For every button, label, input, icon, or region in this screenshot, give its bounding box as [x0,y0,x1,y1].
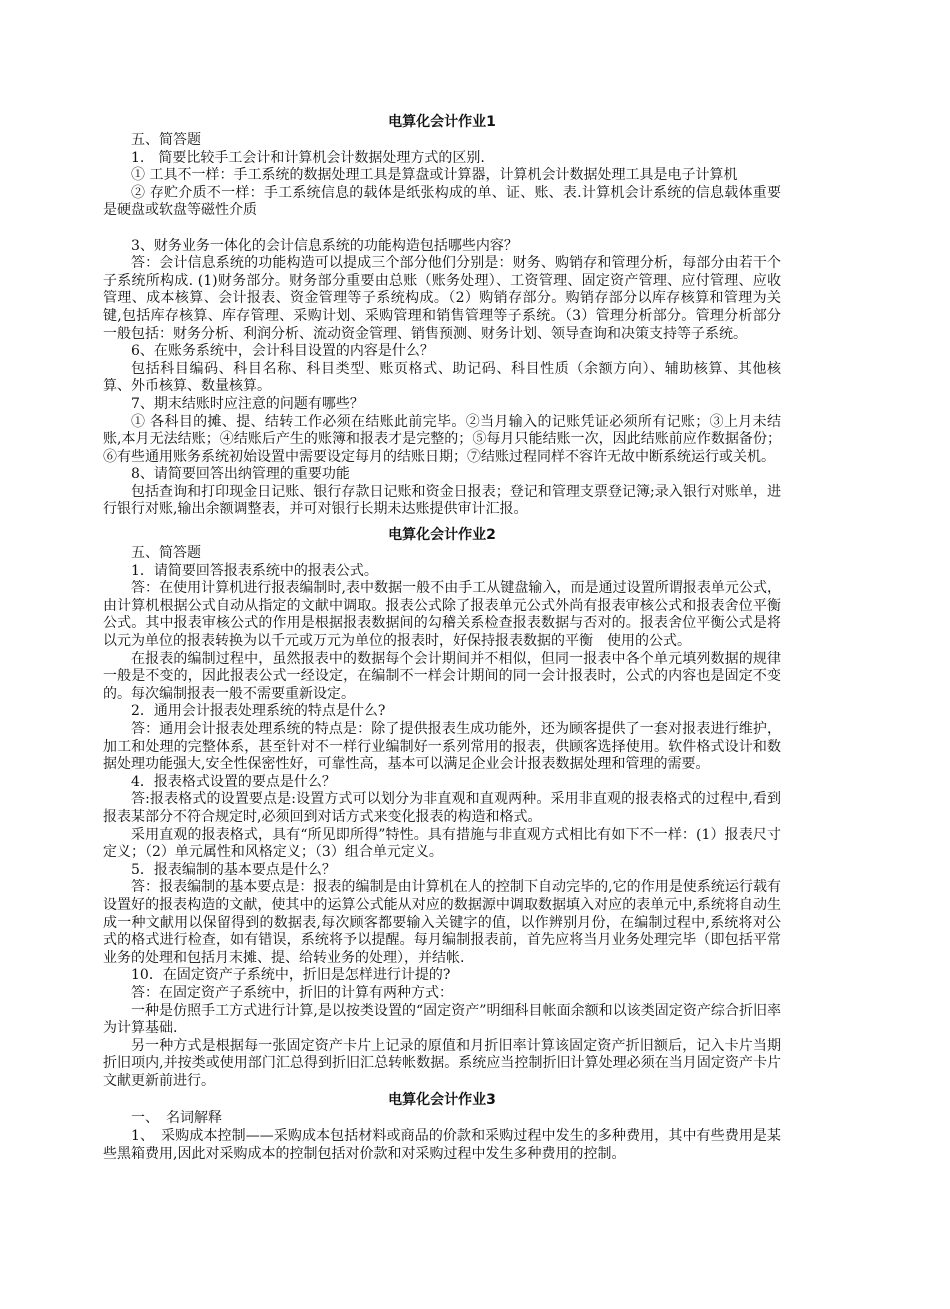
section-heading: 一、 名词解释 [131,1110,222,1127]
answer-paragraph: 采用直观的报表格式，具有“所见即所得”特性。具有措施与非直观方式相比有如下不一样：(1）报表尺寸定义；（2）单元属性和风格定义；（3）组合单元定义。 [103,826,781,861]
question: 5．报表编制的基本要点是什么？ [131,861,336,878]
section-assignment-3 [103,1090,781,1163]
answer-paragraph: 答：在固定资产子系统中，折旧的计算有两种方式： [131,984,453,1001]
question: 1．请简要回答报表系统中的报表公式。 [131,562,378,579]
answer-paragraph: 答:报表格式的设置要点是:设置方式可以划分为非直观和直观两种。采用非直观的报表格式的过程中,看到报表某部分不符合规定时,必须回到对话方式来变化报表的构造和格式。 [103,791,781,825]
section-heading: 五、简答题 [131,545,201,562]
answer-paragraph: 在报表的编制过程中，虽然报表中的数据每个会计期间并不相似，但同一报表中各个单元填列数据的规律一般是不变的，因此报表公式一经设定，在编制不一样会计期间的同一会计报表时，公式的内容也是固定不变的。每次编制报表一般不需要重新设定。 [103,650,781,702]
answer-paragraph: 一种是仿照手工方式进行计算,是以按类设置的“固定资产”明细科目帐面余额和以该类固定资产综合折旧率为计算基础. [103,1002,781,1037]
section-title: 电算化会计作业1 [388,114,496,130]
answer-paragraph: ① 各科目的摊、提、结转工作必须在结账此前完毕。②当月输入的记账凭证必须所有记账；③上月未结账,本月无法结账；④结账后产生的账簿和报表才是完整的；⑤每月只能结账一次，因此结账前应作数据备份；⑥有些通用账务系统初始设置中需要设定每月的结账日期；⑦结账过程同样不容许无故中断系统运行或关机。 [103,413,781,465]
answer-paragraph: 答：会计信息系统的功能构造可以提成三个部分他们分别是：财务、购销存和管理分析，每部分由若干个子系统所构成. (1)财务部分。财务部分重要由总账（账务处理）、工资管理、固定资产管理、应付管理、应收管理、成本核算、会计报表、资金管理等子系统构成。（2）购销存部分。购销存部分以库存核算和管理为关键,包括库存核算、库存管理、采购计划、采购管理和销售管理等子系统。（3）管理分析部分。管理分析部分一般包括：财务分析、利润分析、流动资金管理、销售预测、财务计划、领导查询和决策支持等子系统。 [103,255,781,342]
question: 7、期末结账时应注意的问题有哪些？ [131,395,364,412]
answer-paragraph: ② 存贮介质不一样：手工系统信息的载体是纸张构成的单、证、账、表.计算机会计系统的信息载体重要是硬盘或软盘等磁性介质 [103,184,781,219]
answer-paragraph: 包括查询和打印现金日记账、银行存款日记账和资金日报表；登记和管理支票登记簿;录入银行对账单，进行银行对账,输出余额调整表，并可对银行长期未达账提供审计汇报。 [103,483,781,518]
question: 1. 简要比较手工会计和计算机会计数据处理方式的区别. [131,149,485,166]
answer-paragraph: 包括科目编码、科目名称、科目类型、账页格式、助记码、科目性质（余额方向）、辅助核算、其他核算、外币核算、数量核算。 [103,360,781,395]
answer-paragraph: 答：在使用计算机进行报表编制时,表中数据一般不由手工从键盘输入，而是通过设置所谓报表单元公式，由计算机根据公式自动从指定的文献中调取。报表公式除了报表单元公式外尚有报表审核公式和报表舍位平衡公式。其中报表审核公式的作用是根据报表数据间的勾稽关系检查报表数据与否对的。报表舍位平衡公式是将以元为单位的报表转换为以千元或万元为单位的报表时，好保持报表数据的平衡 使用的公式。 [103,580,781,650]
document-body [103,112,781,1163]
answer-paragraph: 另一种方式是根据每一张固定资产卡片上记录的原值和月折旧率计算该固定资产折旧额后，记入卡片当期折旧项内,并按类或使用部门汇总得到折旧汇总转帐数据。系统应当控制折旧计算处理必须在当月固定资产卡片文献更新前进行。 [103,1037,781,1089]
section-title: 电算化会计作业2 [388,527,496,544]
question: 3、财务业务一体化的会计信息系统的功能构造包括哪些内容？ [131,237,518,254]
section-assignment-1 [103,112,781,519]
question: 10．在固定资产子系统中，折旧是怎样进行计提的? [131,967,451,984]
section-assignment-2 [103,525,781,1090]
question: 2．通用会计报表处理系统的特点是什么? [131,703,386,720]
answer-paragraph: 答：报表编制的基本要点是：报表的编制是由计算机在人的控制下自动完毕的,它的作用是使系统运行载有设置好的报表构造的文献，使其中的运算公式能从对应的数据源中调取数据填入对应的表单元中,系统将自动生成一种文献用以保留得到的数据表,每次顾客都要输入关键字的值，以作辨别月份，在编制过程中,系统将对公式的格式进行检查，如有错误，系统将予以提醒。每月编制报表前，首先应将当月业务处理完毕（即包括平常业务的处理和包括月末摊、提、给转业务的处理），并结帐. [103,879,781,966]
answer-paragraph: ① 工具不一样：手工系统的数据处理工具是算盘或计算器，计算机会计数据处理工具是电子计算机 [131,167,738,184]
question: 4．报表格式设置的要点是什么？ [131,773,336,790]
answer-paragraph: 答：通用会计报表处理系统的特点是：除了提供报表生成功能外，还为顾客提供了一套对报表进行维护，加工和处理的完整体系，甚至针对不一样行业编制好一系列常用的报表，供顾客选择使用。软件格式设计和数据处理功能强大,安全性保密性好，可靠性高，基本可以满足企业会计报表数据处理和管理的需要。 [103,721,781,773]
section-title: 电算化会计作业3 [388,1092,496,1109]
section-heading: 五、简答题 [131,132,201,148]
question: 6、在账务系统中，会计科目设置的内容是什么？ [131,343,434,360]
question: 8、请简要回答出纳管理的重要功能 [131,466,350,483]
definition-paragraph: 1、 采购成本控制——采购成本包括材料或商品的价款和采购过程中发生的多种费用，其中有些费用是某些黑箱费用,因此对采购成本的控制包括对价款和对采购过程中发生多种费用的控制。 [103,1128,781,1162]
